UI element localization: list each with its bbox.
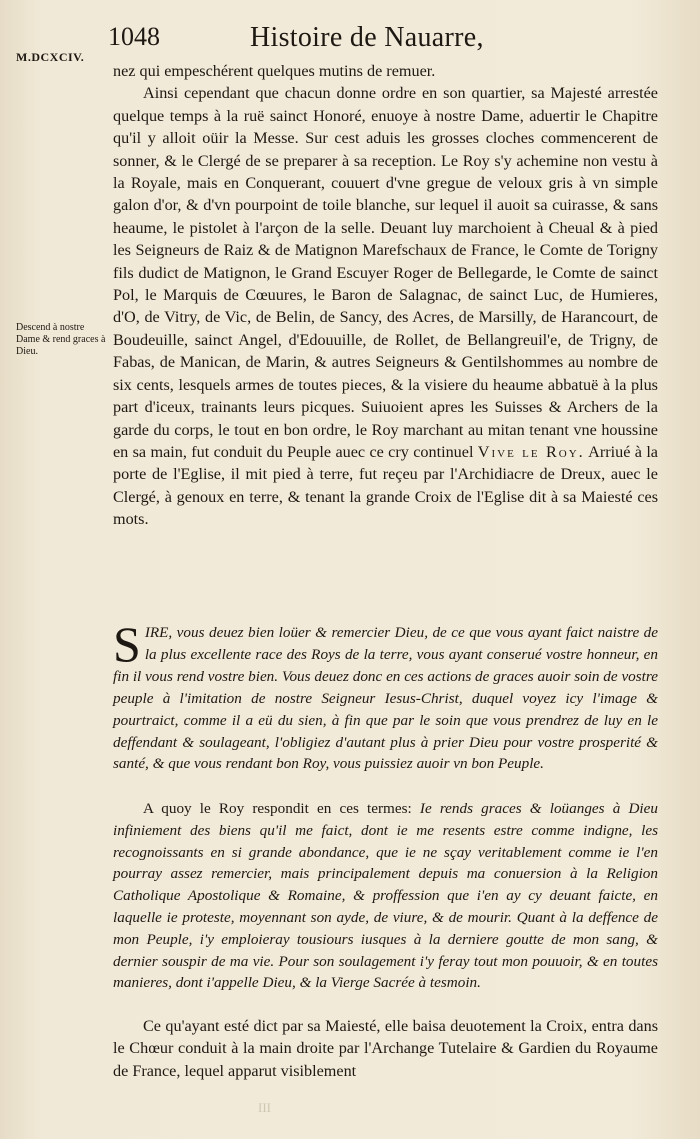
paragraph-procession-end: Arriué à la porte de l'Eglise, il mit pied à terre, fut reçeu par l'Archidiacre de Dreux, auec le Clergé, à genoux en terre, & tenant la grande Croix de l'Eglise dit à sa Maiesté ces mots. xyxy=(113,442,658,529)
closing-paragraph xyxy=(113,1015,658,1082)
drop-cap: S xyxy=(113,616,141,672)
reply-text: Ie rends graces & loüanges à Dieu infiniement des biens qu'il me faict, dont ie me resents estre comme indigne, les recognoissants en si grande abondance, que ie ne sçay veritablement comme ie l'en pourray assez remercier, mais principalement depuis ma conuersion à la Religion Catholique Apostolique & Romaine, & proffession que i'en ay cy deuant faicte, en laquelle ie proteste, moyennant son ayde, de viure, & de mourir. Quant à la deffence de mon Peuple, i'y emploieray tousiours iusques à la derniere goutte de mon sang, & dernier souspir de ma vie. Pour son soulagement i'y feray tout mon pouuoir, & en toutes manieres, dont i'appelle Dieu, & la Vierge Sacrée à tesmoin. xyxy=(113,800,658,992)
vive-le-roy: Vive le Roy. xyxy=(477,442,585,461)
margin-note: Descend à nostre Dame & rend graces à Dieu. xyxy=(16,322,106,357)
paragraph-continuation: nez qui empeschérent quelques mutins de remuer. xyxy=(113,62,436,80)
paragraph-procession xyxy=(113,82,658,530)
faint-mark: III xyxy=(258,1100,271,1115)
archdeacon-speech xyxy=(113,616,658,775)
king-reply xyxy=(113,798,658,994)
closing-text: Ce qu'ayant esté dict par sa Maiesté, elle baisa deuotement la Croix, entra dans le Chœur conduit à la main droite par l'Archange Tutelaire & Gardien du Royaume de France, lequel apparut visiblement xyxy=(113,1017,658,1080)
main-text xyxy=(113,60,658,531)
paragraph-procession-text: Ainsi cependant que chacun donne ordre en son quartier, sa Majesté arrestée quelque temps à la ruë sainct Honoré, enuoye à nostre Dame, aduertir le Chapitre qu'il y alloit oüir la Messe. Sur cest aduis les grosses cloches commencerent de sonner, & le Clergé de se preparer à sa reception. Le Roy s'y achemine non vestu à la Royale, mais en Conquerant, couuert d'vne gregue de veloux gris à vn simple galon d'or, & d'vn pourpoint de toile blanche, sur lequel il auoit sa cuirasse, & sans heaume, le pistolet à l'arçon de la selle. Deuant luy marchoient à Cheual & à pied les Seigneurs de Raiz & de Matignon Marefschaux de France, le Comte de Torigny fils dudict de Matignon, le Grand Escuyer Roger de Bellegarde, le Comte de sainct Pol, le Marquis de Cœuures, le Baron de Salagnac, de sainct Luc, de Humieres, d'O, de Vitry, de Vic, de Belin, de Sancy, des Acres, de Marsilly, de Harancourt, de Boudeuille, sainct Angel, d'Edouuille, de Rollet, de Bellangreuil'e, de Trigny, de Fabas, de Manican, de Marin, & autres Seigneurs & Gentilshommes au nombre de six cents, lesquels armes de toutes pieces, & la visiere du heaume abbatuë à la plus part d'iceux, trainants leurs picques. Suiuoient apres les Suisses & Archers de la garde du corps, le tout en bon ordre, le Roy marchant au mitan tenant vne houssine en sa main, fut conduit du Peuple auec ce cry continuel xyxy=(113,84,658,461)
year-marginal: M.DCXCIV. xyxy=(16,50,85,64)
page-number: 1048 xyxy=(108,22,160,51)
reply-intro: A quoy le Roy respondit en ces termes: xyxy=(143,800,412,817)
running-title: Histoire de Nauarre, xyxy=(250,22,484,53)
speech-text: IRE, vous deuez bien loüer & remercier Dieu, de ce que vous ayant faict naistre de la plus excellente race des Roys de la terre, vous ayant conserué vostre honneur, en fin il vous rend vostre bien. Vous deuez donc en ces actions de graces auoir soin de vostre peuple à l'imitation de nostre Seigneur Iesus-Christ, duquel voyez icy l'image & pourtraict, comme il a eü du sien, à fin que par le soin que vous prendrez de luy en le deffendant & soulageant, l'obligiez d'autant plus à prier Dieu pour vostre prosperité & santé, & que vous rendant bon Roy, vous puissiez auoir vn bon Peuple. xyxy=(113,624,658,773)
